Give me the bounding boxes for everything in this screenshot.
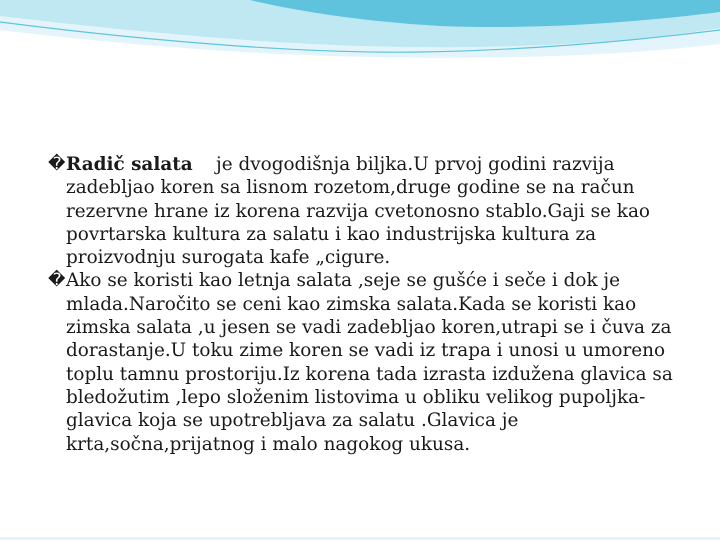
paragraph-text: Ako se koristi kao letnja salata ,seje se gušće i seče i dok je mlada.Naročito se ceni kao zimska salata.Kada se koristi kao zimska salata ,u jesen se vadi zadebljao koren,utrapi se i čuva za dorastanje.U toku zime koren se vadi iz trapa i unosi u umoreno toplu tamnu prostoriju.Iz korena tada izrasta izdužena glavica sa bledožutim ,lepo složenim listovima u obliku velikog pupoljka-glavica koja se upotrebljava za salatu .Glavica je krta,sočna,prijatnog i malo nagokog ukusa. bbox=[66, 270, 673, 455]
wave-header-decoration bbox=[0, 0, 720, 70]
paragraph-lead-term: Radič salata bbox=[66, 154, 193, 175]
bullet-glyph: � bbox=[48, 154, 66, 174]
bullet-glyph: � bbox=[48, 270, 66, 291]
paragraph-text: je dvogodišnja biljka.U prvoj godini razvija zadebljao koren sa lisnom rozetom,druge godine se na račun rezervne hrane iz korena razvija cvetonosno stablo.Gaji se kao povrtarska kultura za salatu i kao industrijska kultura za proizvodnju surogata kafe „cigure. bbox=[66, 154, 650, 269]
slide-body bbox=[48, 153, 688, 456]
paragraph-usage-description bbox=[48, 269, 688, 455]
paragraph-radic-description bbox=[48, 153, 688, 269]
